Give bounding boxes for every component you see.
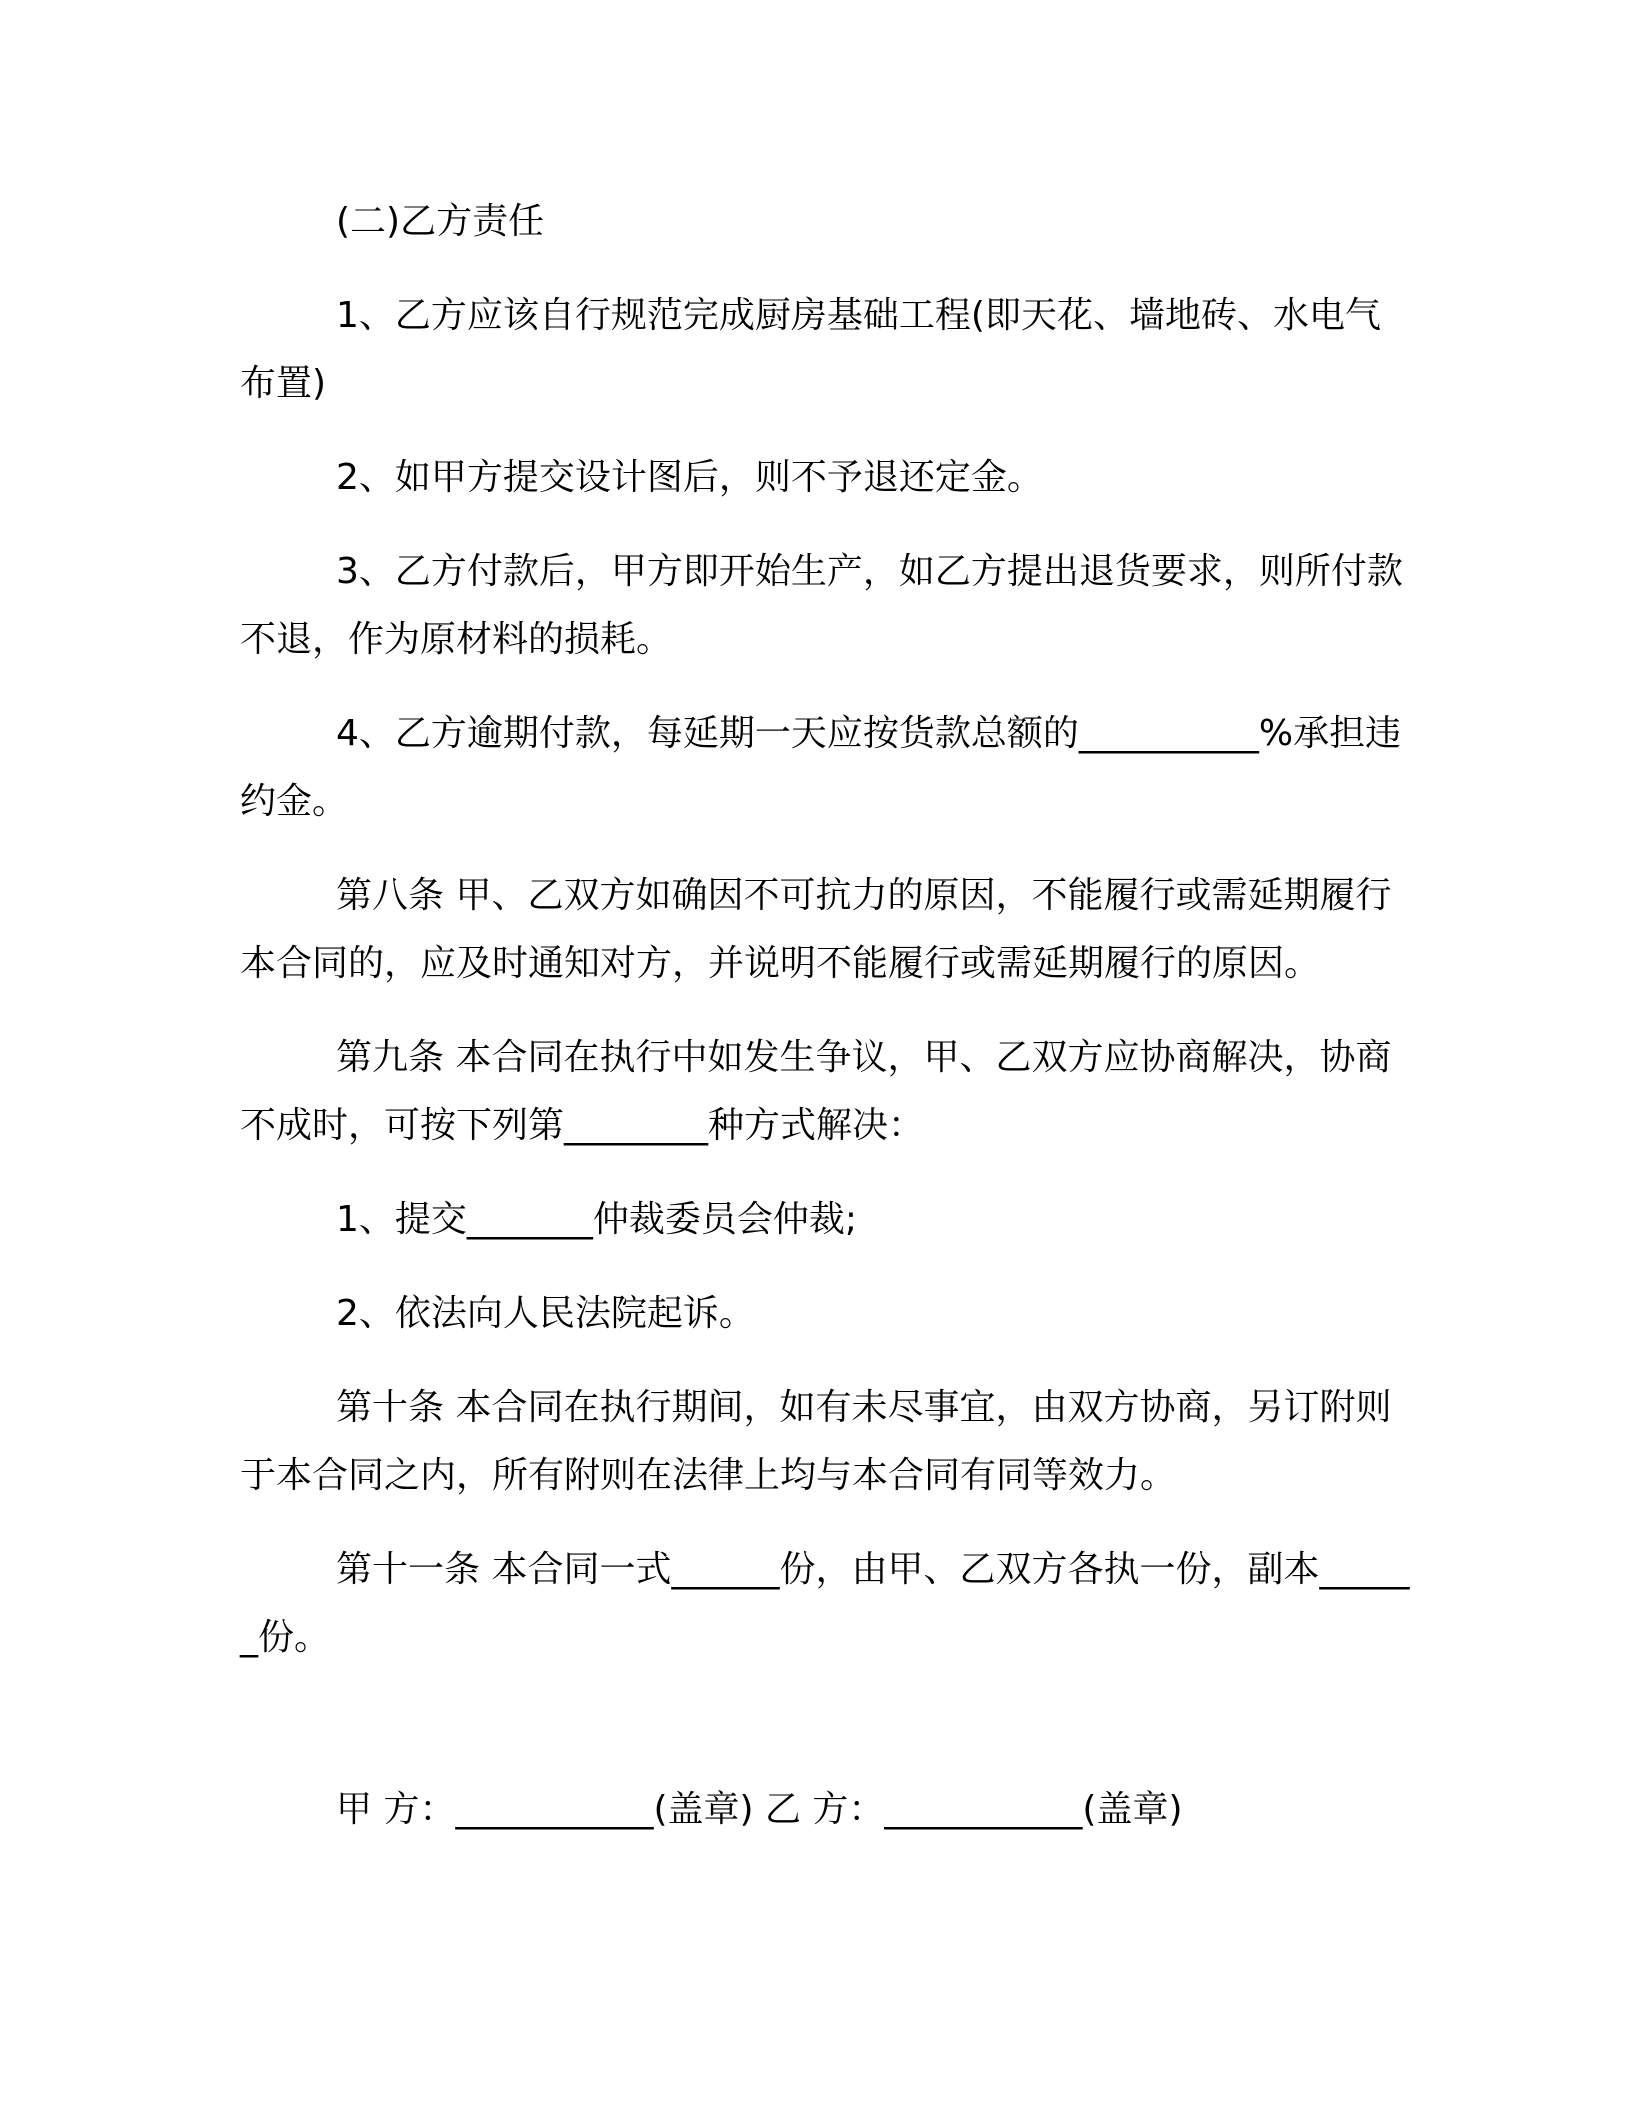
article-8: 第八条 甲、乙双方如确因不可抗力的原因，不能履行或需延期履行本合同的，应及时通知对方，并说明不能履行或需延期履行的原因。 (240, 875, 1392, 984)
clause-b-4: 4、乙方逾期付款，每延期一天应按货款总额的__________%承担违约金。 (240, 713, 1402, 822)
clause-b-3: 3、乙方付款后，甲方即开始生产，如乙方提出退货要求，则所付款不退，作为原材料的损耗。 (240, 551, 1403, 660)
clause-b-2: 2、如甲方提交设计图后，则不予退还定金。 (336, 457, 1043, 498)
signature-line: 甲 方：___________(盖章) 乙 方：___________(盖章) (336, 1789, 1183, 1830)
clause-b-1: 1、乙方应该自行规范完成厨房基础工程(即天花、墙地砖、水电气布置) (240, 295, 1381, 404)
article-11: 第十一条 本合同一式______份，由甲、乙双方各执一份，副本______份。 (240, 1549, 1410, 1658)
article-10: 第十条 本合同在执行期间，如有未尽事宜，由双方协商，另订附则于本合同之内，所有附则在法律上均与本合同有同等效力。 (240, 1387, 1392, 1496)
article-9-option-1: 1、提交_______仲裁委员会仲裁; (336, 1199, 858, 1240)
document-body (240, 188, 1410, 1698)
article-9: 第九条 本合同在执行中如发生争议，甲、乙双方应协商解决，协商不成时，可按下列第________种方式解决： (240, 1037, 1392, 1146)
section-heading-party-b-responsibility: (二)乙方责任 (336, 201, 545, 242)
article-9-option-2: 2、依法向人民法院起诉。 (336, 1293, 755, 1334)
